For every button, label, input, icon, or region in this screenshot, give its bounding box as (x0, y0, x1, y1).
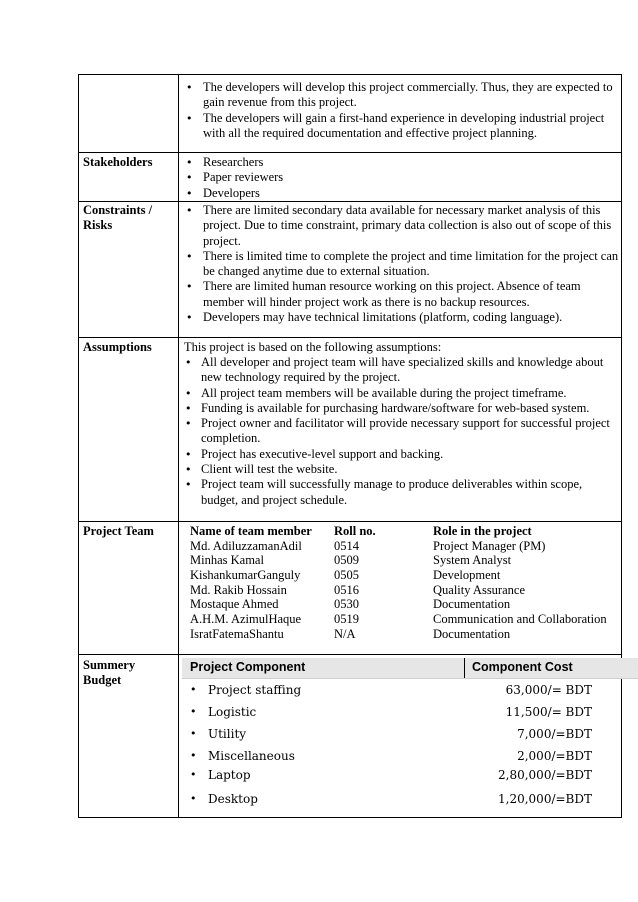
budget-header-underline (182, 678, 638, 679)
list-item: • There is limited time to complete the project and time limitation for the project can be changed anytime due to external situation. (180, 249, 620, 280)
list-item: • Project owner and facilitator will provide necessary support for successful project completion. (185, 416, 621, 447)
member-role: Documentation (433, 626, 511, 641)
member-name: A.H.M. AzimulHaque (190, 612, 302, 627)
member-roll: 0505 (334, 568, 359, 583)
list-item: • There are limited secondary data available for necessary market analysis of this project. Due to time constraint, primary data collection is also out of scope of this project. (180, 203, 620, 249)
row-divider (78, 521, 622, 522)
budget-item-cost: 2,000/=BDT (517, 749, 592, 763)
budget-item-name: Utility (208, 727, 247, 741)
budget-item-name: Miscellaneous (208, 749, 295, 763)
row-divider (78, 201, 622, 202)
member-name: Mostaque Ahmed (190, 597, 279, 612)
row-divider (78, 654, 622, 655)
member-role: Communication and Collaboration (433, 612, 607, 627)
list-item: • The developers will develop this project commercially. Thus, they are expected to gain revenue from this project. (180, 80, 620, 111)
member-role: Development (433, 568, 501, 583)
budget-item-cost: 63,000/= BDT (505, 683, 592, 697)
member-roll: 0509 (334, 553, 359, 568)
table-row (182, 749, 592, 765)
budget-item-name: Laptop (208, 768, 251, 782)
member-roll: N/A (334, 626, 356, 641)
stakeholders-list (180, 155, 620, 201)
member-role: System Analyst (433, 553, 512, 568)
member-role: Quality Assurance (433, 582, 525, 597)
member-roll: 0519 (334, 612, 359, 627)
column-divider (178, 74, 179, 818)
header-component: Project Component (190, 660, 306, 674)
constraints-label: Constraints / Risks (83, 203, 153, 232)
bullet-icon: • (190, 792, 197, 805)
member-name: Md. Rakib Hossain (190, 582, 287, 597)
header-cost: Component Cost (472, 660, 573, 674)
header-roll: Roll no. (334, 524, 376, 538)
list-item: • Project team will successfully manage to produce deliverables within scope, budget, and project schedule. (185, 477, 621, 508)
member-roll: 0516 (334, 582, 359, 597)
budget-header-divider (464, 658, 465, 678)
constraints-list (180, 203, 620, 325)
row-divider (78, 152, 622, 153)
member-role: Documentation (433, 597, 511, 612)
benefits-list (180, 80, 620, 141)
list-item: • All developer and project team will have specialized skills and knowledge about new technology required by the project. (185, 355, 621, 386)
assumptions-intro: This project is based on the following assumptions: (184, 340, 442, 354)
list-item: • The developers will gain a first-hand experience in developing industrial project with all the required documentation and effective project planning. (180, 111, 620, 142)
list-item: • Project has executive-level support and backing. (185, 447, 621, 462)
budget-item-cost: 1,20,000/=BDT (498, 792, 592, 806)
assumptions-label: Assumptions (83, 340, 152, 354)
list-item: • Developers may have technical limitations (platform, coding language). (180, 310, 620, 325)
table-row (182, 683, 592, 699)
member-name: Md. AdiluzzamanAdil (190, 538, 302, 553)
bullet-icon: • (190, 768, 197, 781)
member-name: KishankumarGanguly (190, 568, 301, 583)
budget-item-name: Project staffing (208, 683, 302, 697)
member-role: Project Manager (PM) (433, 538, 546, 553)
header-role: Role in the project (433, 524, 532, 538)
budget-item-name: Logistic (208, 705, 257, 719)
member-roll: 0514 (334, 538, 359, 553)
bullet-icon: • (190, 727, 197, 740)
budget-item-cost: 11,500/= BDT (505, 705, 592, 719)
list-item: • Client will test the website. (185, 462, 621, 477)
list-item: • Paper reviewers (180, 170, 620, 185)
budget-item-cost: 7,000/=BDT (517, 727, 592, 741)
list-item: • All project team members will be available during the project timeframe. (185, 386, 621, 401)
list-item: • Funding is available for purchasing hardware/software for web-based system. (185, 401, 621, 416)
table-row (182, 768, 592, 784)
stakeholders-label: Stakeholders (83, 155, 153, 169)
header-name: Name of team member (190, 524, 312, 538)
bullet-icon: • (190, 705, 197, 718)
member-name: IsratFatemaShantu (190, 626, 284, 641)
budget-header-row (182, 658, 638, 678)
table-row (182, 705, 592, 721)
member-name: Minhas Kamal (190, 553, 264, 568)
bullet-icon: • (190, 749, 197, 762)
bullet-icon: • (190, 683, 197, 696)
assumptions-list (185, 355, 621, 508)
list-item: • There are limited human resource working on this project. Absence of team member will hinder project work as there is no backup resources. (180, 279, 620, 310)
list-item: • Researchers (180, 155, 620, 170)
budget-label: Summery Budget (83, 658, 136, 687)
table-row (182, 727, 592, 743)
project-team-label: Project Team (83, 524, 154, 538)
row-divider (78, 337, 622, 338)
table-row (182, 792, 592, 808)
list-item: • Developers (180, 186, 620, 201)
budget-item-cost: 2,80,000/=BDT (498, 768, 592, 782)
member-roll: 0530 (334, 597, 359, 612)
budget-item-name: Desktop (208, 792, 258, 806)
